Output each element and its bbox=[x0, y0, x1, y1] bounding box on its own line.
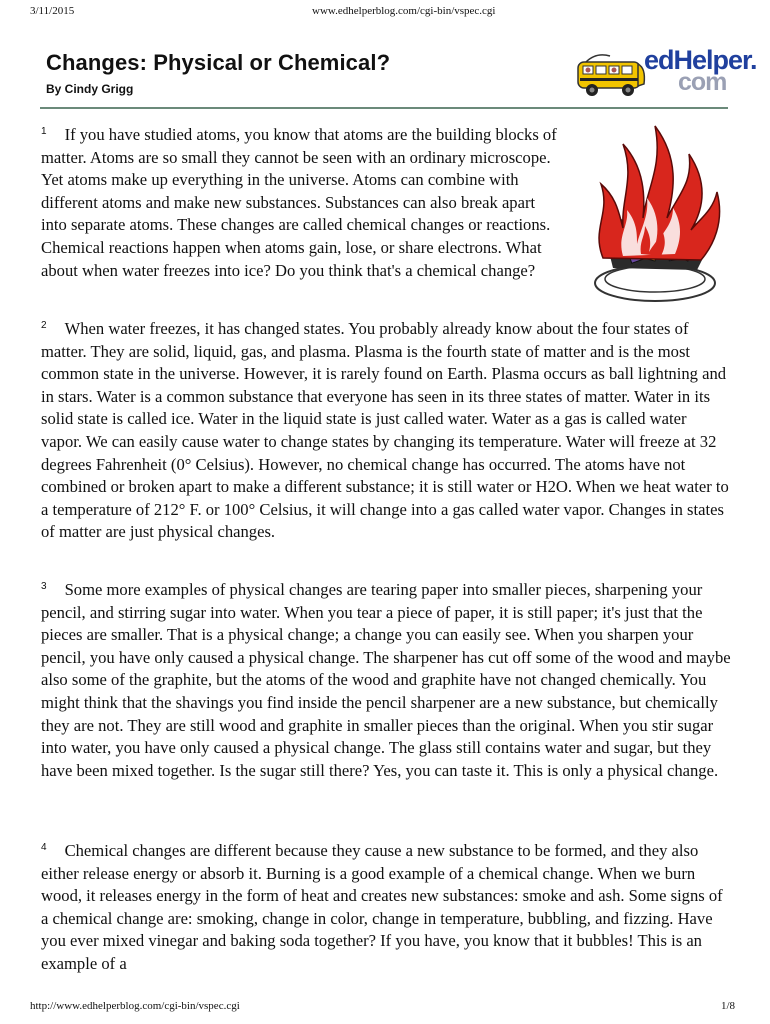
edhelper-logo[interactable] bbox=[576, 44, 757, 104]
footer-url: http://www.edhelperblog.com/cgi-bin/vspec.cgi bbox=[30, 1000, 240, 1012]
paragraph-number: 1 bbox=[41, 126, 47, 137]
paragraph-number: 2 bbox=[41, 320, 47, 331]
paragraph-text: Chemical changes are different because they cause a new substance to be formed, and they also either release energy or absorb it. Burning is a good example of a chemical change. When we burn wood, it releases energy in the form of heat and creates new substances: smoke and ash. Some signs of a chemical change are: smoking, change in color, change in temperature, bubbling, and fizzing. Have you ever mixed vinegar and baking soda together? If you have, you know that it bubbles! This is an example of a bbox=[41, 841, 723, 973]
logo-domain: com bbox=[678, 68, 727, 96]
paragraph-text: Some more examples of physical changes are tearing paper into smaller pieces, sharpening your pencil, and stirring sugar into water. When you tear a piece of paper, it is still paper; it's just that the pieces are smaller. That is a physical change; a change you can easily see. When you sharpen your pencil, you have only caused a physical change. The sharpener has cut off some of the wood and maybe also some of the graphite, but the atoms of the wood and graphite have not changed chemically. You might think that the shavings you find inside the pencil sharpener are a new substance, but chemically they are not. They are still wood and graphite in smaller pieces than the original. When you stir sugar into water, you have only caused a physical change. The glass still contains water and sugar, but they have been mixed together. Is the sugar still there? Yes, you can taste it. This is only a physical change. bbox=[41, 580, 731, 780]
fire-icon bbox=[583, 118, 728, 308]
print-date: 3/11/2015 bbox=[30, 5, 75, 17]
paragraph-2 bbox=[41, 315, 731, 544]
paragraph-1 bbox=[41, 121, 563, 282]
paragraph-number: 4 bbox=[41, 842, 47, 853]
author-byline: By Cindy Grigg bbox=[46, 82, 134, 96]
paragraph-3 bbox=[41, 576, 731, 782]
school-bus-icon bbox=[576, 44, 648, 104]
paragraph-text: When water freezes, it has changed states. You probably already know about the four states of matter. They are solid, liquid, gas, and plasma. Plasma is the fourth state of matter and is the most common state in the universe. However, it is rarely found on Earth. Plasma occurs as ball lightning and in stars. Water is a common substance that everyone has seen in its three states of matter. Water in its solid state is called ice. Water in the liquid state is just called water. Water as a gas is called water vapor. We can easily cause water to change states by changing its temperature. Water will freeze at 32 degrees Fahrenheit (0° Celsius). However, no chemical change has occurred. The atoms have not combined or broken apart to make a different substance; it is still water or H2O. When we heat water to a temperature of 212° F. or 100° Celsius, it will change into a gas called water vapor. Changes in states of matter are just physical changes. bbox=[41, 319, 729, 542]
paragraph-4 bbox=[41, 837, 731, 976]
page-number: 1/8 bbox=[720, 1000, 735, 1012]
paragraph-number: 3 bbox=[41, 581, 47, 592]
print-url: www.edhelperblog.com/cgi-bin/vspec.cgi bbox=[312, 5, 496, 17]
logo-wordmark: edHelper. bbox=[644, 45, 757, 75]
paragraph-text: If you have studied atoms, you know that atoms are the building blocks of matter. Atoms are so small they cannot be seen with an ordinary microscope. Yet atoms make up everything in the universe. Atoms can combine with different atoms and make new substances. Substances can also break apart into separate atoms. These changes are called chemical changes or reactions. Chemical reactions happen when atoms gain, lose, or share electrons. What about when water freezes into ice? Do you think that's a chemical change? bbox=[41, 125, 557, 280]
header-divider bbox=[40, 107, 728, 109]
page-title: Changes: Physical or Chemical? bbox=[46, 50, 391, 75]
